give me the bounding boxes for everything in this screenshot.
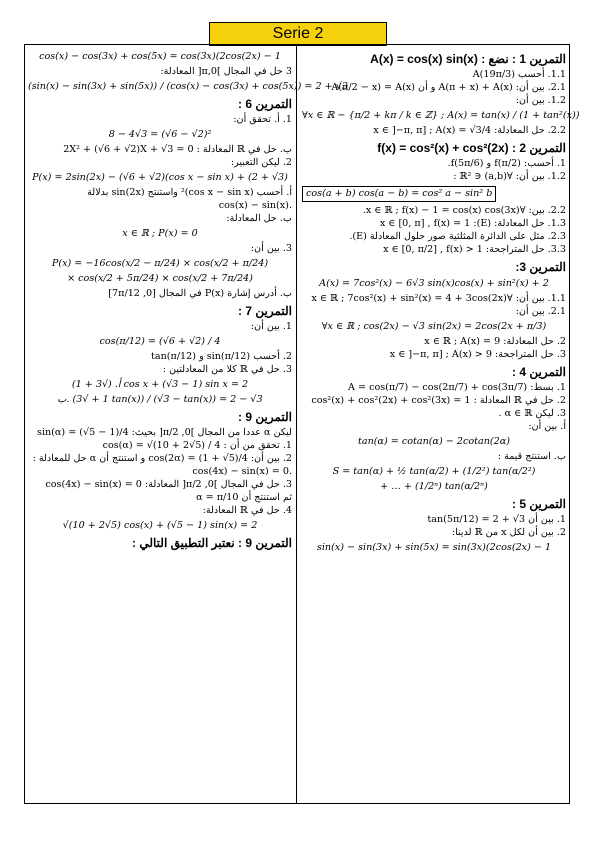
instruction-line: ليكن α عددا من المجال ]0, π/2[ بحيث: sin(α) = (√5 − 1)/4 (37, 426, 292, 438)
instruction-line: 2. أحسب sin(π/12) و tan(π/12) (151, 350, 292, 362)
exercise-heading: التمرين 6 : (237, 96, 292, 111)
exercise-heading: التمرين 7 : (237, 303, 292, 318)
instruction-line: 1.3. حل المعادلة: (E): x ∈ [0, π] , f(x) = 1 (379, 217, 566, 229)
instruction-line: 2.1. بين أن: A(π + x) + A(x) و أن A(π/2 − x) = A(x) (331, 81, 566, 93)
math-formula: (sin(x) − sin(3x) + sin(5x)) / (cos(x) − cos(3x) + cos(5x)) = 2 + √3 (28, 80, 348, 92)
column-divider (296, 44, 297, 804)
instruction-line: 3. حل في المجال ]0, π/2[ المعادلة: cos(4x) − sin(x) = 0 (45, 478, 292, 490)
math-formula: × cos(x/2 + 5π/24) × cos(x/2 + 7π/24) (67, 272, 253, 284)
instruction-line: 1. بسط: A = cos(π/7) − cos(2π/7) + cos(3π/7) (348, 381, 566, 393)
instruction-line: 2. بين أن: cos(2α) = (1 + √5)/4 و استنتج أن α حل للمعادلة : (32, 452, 292, 464)
exercise-heading: التمرين 4 : (511, 364, 566, 379)
instruction-line: 3. حل في ℝ كلا من المعادلتين : (162, 363, 292, 375)
instruction-line: 4. حل في ℝ المعادلة: (202, 504, 292, 516)
math-formula: A(x) = 7cos²(x) − 6√3 sin(x)cos(x) + sin²(x) + 2 (319, 277, 549, 289)
instruction-line: 1.2. بين أن: (515, 94, 566, 106)
math-formula: P(x) = −16cos(x/2 − π/24) × cos(x/2 + π/24) (51, 257, 269, 269)
instruction-line: 3 حل في المجال ]0,π[ المعادلة: (160, 65, 292, 77)
math-formula: √(10 + 2√5) cos(x) + (√5 − 1) sin(x) = 2 (62, 519, 258, 531)
instruction-line: 2. ليكن التعبير: (230, 156, 292, 168)
math-formula: S = tan(α) + ½ tan(α/2) + (1/2²) tan(α/2²) (332, 465, 536, 477)
instruction-line: 2.1. بين أن: (515, 305, 566, 317)
exercise-heading: التمرين 1 : نضع : A(x) = cos(x) sin(x) (370, 52, 566, 66)
math-formula: cos(π/12) = (√6 + √2) / 4 (99, 335, 221, 347)
math-formula: sin(x) − sin(3x) + sin(5x) = sin(3x)(2cos(2x) − 1 (316, 541, 552, 553)
math-formula: ∀x ∈ ℝ − {π/2 + kπ / k ∈ ℤ} ; A(x) = tan(x) / (1 + tan²(x)) (302, 109, 580, 121)
instruction-line: ب. أدرس إشارة P(x) في المجال [0, 7π/12] (108, 287, 292, 299)
math-formula: x ∈ ℝ ; P(x) = 0 (122, 227, 198, 239)
instruction-line: 3. ليكن α ∈ ℝ . (498, 407, 566, 419)
right-column (302, 48, 580, 557)
instruction-line: .cos(x) − sin(x) (218, 199, 292, 211)
exercise-heading: التمرين 9 : نعتبر التطبيق التالي : (132, 535, 292, 550)
series-title: Serie 2 (209, 22, 387, 46)
instruction-line: ب. حل في ℝ المعادلة : 2X² + (√6 + √2)X + √3 = 0 (63, 143, 292, 155)
instruction-line: 1.1. بين أن: ∀x ∈ ℝ ; 7cos²(x) + sin²(x) = 4 + 3cos(2x) (311, 292, 566, 304)
instruction-line: 1. أحسب: f(π/2) و f(5π/6). (447, 157, 566, 169)
instruction-line: أ. بين أن: (528, 420, 566, 432)
instruction-line: ب. استنتج قيمة : (497, 450, 566, 462)
instruction-line: 1. بين أن tan(5π/12) = 2 + √3 (427, 513, 566, 525)
boxed-identity-text: cos(a + b) cos(a − b) = cos² a − sin² b (302, 186, 496, 202)
instruction-line: 2.2. بين: ∀x ∈ ℝ ; f(x) − 1 = cos(x) cos(3x). (362, 204, 566, 216)
boxed-identity (302, 186, 566, 202)
math-formula: + … + (1/2ⁿ) tan(α/2ⁿ) (380, 480, 488, 492)
instruction-line: 1. أ. تحقق أن: (233, 113, 292, 125)
instruction-line: 2. حل في ℝ المعادلة : cos²(x) + cos²(2x) + cos²(3x) = 1 (311, 394, 566, 406)
instruction-line: ثم استنتج أن α = π/10 (196, 491, 292, 503)
instruction-line: 1.2. بين أن: ∀(a,b) ∈ ℝ² : (453, 170, 566, 182)
instruction-line: أ. أحسب (cos x − sin x)² واستنتج sin(2x) بدلالة (87, 186, 292, 198)
instruction-line: 1. تحقق من أن : cos(α) = √(10 + 2√5) / 4 (102, 439, 292, 451)
instruction-line: 1. بين أن: (250, 320, 292, 332)
exercise-heading: التمرين 5 : (511, 496, 566, 511)
math-formula: ب. (1 + √3 tan(x)) / (√3 − tan(x)) = 2 − √3 (57, 393, 263, 405)
math-formula: P(x) = 2sin(2x) − (√6 + √2)(cos x − sin x) + (2 + √3) (32, 171, 288, 183)
instruction-line: ب. حل المعادلة: (226, 212, 292, 224)
instruction-line: 3. حل المتراجحة: x ∈ ]−π, π] ; A(x) > 9 (389, 348, 566, 360)
exercise-heading: التمرين 9 : (237, 409, 292, 424)
math-formula: tan(α) = cotan(α) − 2cotan(2α) (358, 435, 510, 447)
exercise-heading: التمرين 3: (515, 259, 566, 274)
instruction-line: 2.3. مثل على الدائرة المثلثية صور حلول المعادلة (E). (349, 230, 566, 242)
instruction-line: 3. بين أن: (250, 242, 292, 254)
math-formula: cos(x) − cos(3x) + cos(5x) = cos(3x)(2cos(2x) − 1 (39, 51, 281, 62)
math-formula: أ. (√3 + 1) cos x + (√3 − 1) sin x = 2 (71, 378, 249, 390)
instruction-line: 2. بين أن لكل x من ℝ لدينا: (451, 526, 566, 538)
math-formula: ∀x ∈ ℝ ; cos(2x) − √3 sin(2x) = 2cos(2x + π/3) (321, 320, 547, 332)
left-column (28, 48, 348, 553)
math-formula: 8 − 4√3 = (√6 − √2)² (108, 128, 212, 140)
instruction-line: .cos(4x) − sin(x) = 0 (192, 465, 292, 477)
instruction-line: 2.2. حل المعادلة: x ∈ ]−π, π] ; A(x) = √3/4 (373, 124, 566, 136)
instruction-line: 1.1. أحسب A(19π/3) (472, 69, 566, 80)
instruction-line: 3.3. حل المتراجحة: x ∈ [0, π/2] , f(x) > 1 (383, 243, 566, 255)
exercise-heading: التمرين 2 : f(x) = cos²(x) + cos²(2x) (377, 140, 566, 155)
instruction-line: 2. حل المعادلة: x ∈ ℝ ; A(x) = 9 (424, 335, 566, 347)
